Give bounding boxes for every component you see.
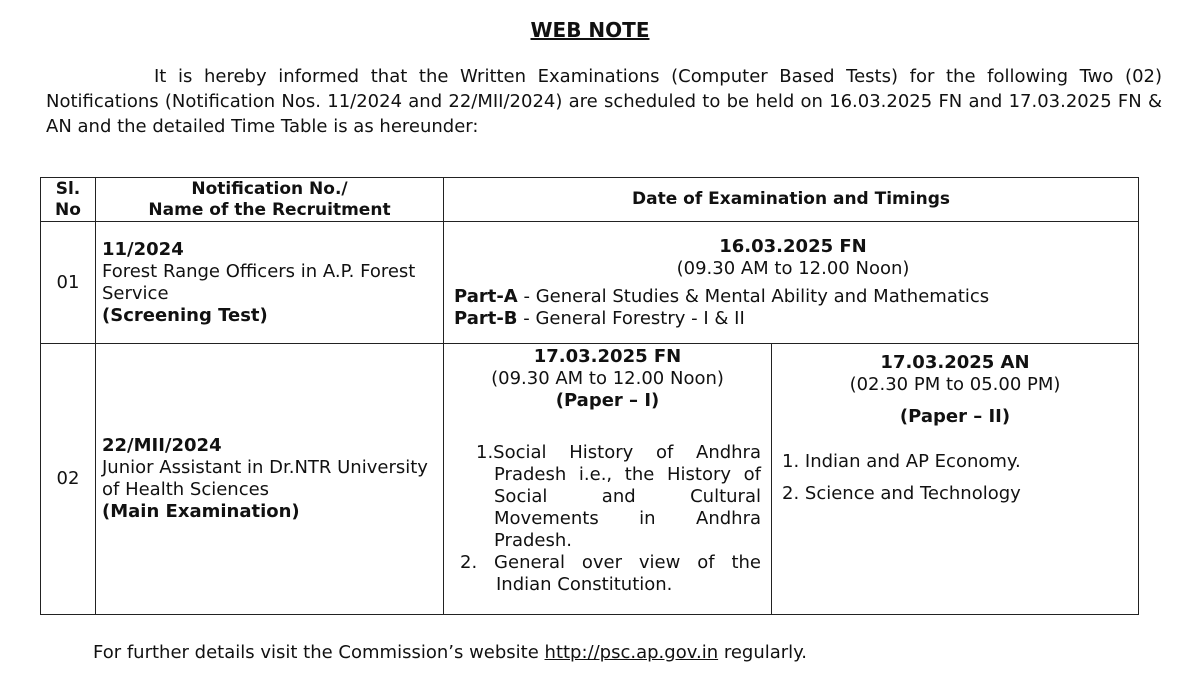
header-slno-line1: Sl. <box>55 178 81 199</box>
session-fn <box>444 344 772 615</box>
exam-timing: (09.30 AM to 12.00 Noon) <box>676 257 910 279</box>
row-slno: 02 <box>41 344 96 615</box>
website-link[interactable]: http://psc.ap.gov.in <box>544 642 719 663</box>
session-fn-date: 17.03.2025 FN <box>533 346 682 367</box>
header-date: Date of Examination and Timings <box>444 178 1139 222</box>
intro-paragraph <box>46 64 1162 139</box>
test-type: (Screening Test) <box>102 304 268 326</box>
topic-item: 1. Indian and AP Economy. <box>782 451 1021 472</box>
header-notification <box>96 178 444 222</box>
exam-date: 16.03.2025 FN <box>719 235 867 257</box>
table-header-row <box>41 178 1139 222</box>
part-a <box>454 286 1132 308</box>
session-fn-timing: (09.30 AM to 12.00 Noon) <box>491 368 724 389</box>
test-type: (Main Examination) <box>102 501 300 522</box>
header-slno <box>41 178 96 222</box>
exam-parts <box>454 286 1132 330</box>
part-a-text: - General Studies & Mental Ability and Mathematics <box>517 285 990 307</box>
header-notification-line1: Notification No./ <box>191 178 348 199</box>
notification-number: 22/MII/2024 <box>102 435 222 456</box>
part-a-label: Part-A <box>454 285 518 307</box>
recruitment-name: Junior Assistant in Dr.NTR University of Health Sciences <box>102 457 428 500</box>
header-notification-line2: Name of the Recruitment <box>148 199 391 220</box>
session-an-paper: (Paper – II) <box>899 406 1011 427</box>
header-slno-line2: No <box>55 199 81 220</box>
part-b-text: - General Forestry - I & II <box>517 307 745 329</box>
intro-text: It is hereby informed that the Written Examinations (Computer Based Tests) for the following Two (02) Notifications (Notification Nos. 11/2024 and 22/MII/2024) are scheduled to be held on 16.03.2025 FN and 17.03.2025 FN & AN and the detailed Time Table is as hereunder: <box>46 66 1162 137</box>
table-row <box>41 222 1139 344</box>
session-an-topics <box>778 446 1132 510</box>
recruitment-name: Forest Range Officers in A.P. Forest Service <box>102 260 416 304</box>
topic-item: 2. General over view of the Indian Constitution. <box>460 552 761 595</box>
row-notification <box>96 344 444 615</box>
session-fn-topics <box>450 442 765 596</box>
notification-number: 11/2024 <box>102 238 184 260</box>
session-an-timing: (02.30 PM to 05.00 PM) <box>849 374 1061 395</box>
session-fn-paper: (Paper – I) <box>555 390 660 411</box>
topic-item: 1.Social History of Andhra Pradesh i.e., the History of Social and Cultural Movements in Andhra Pradesh. <box>476 442 761 551</box>
topic-item: 2. Science and Technology <box>782 483 1021 504</box>
footer-prefix: For further details visit the Commission’s website <box>93 642 545 663</box>
table-row <box>41 344 1139 615</box>
session-an-date: 17.03.2025 AN <box>880 352 1030 373</box>
session-an <box>772 344 1139 615</box>
page-title: WEB NOTE <box>530 18 650 42</box>
footer-suffix: regularly. <box>718 642 807 663</box>
row-notification <box>96 222 444 344</box>
exam-timetable <box>40 177 1139 615</box>
footer-note <box>93 642 807 663</box>
spacer <box>778 396 1132 406</box>
row-slno: 01 <box>41 222 96 344</box>
part-b <box>454 308 1132 330</box>
row-exam-details <box>444 222 1139 344</box>
part-b-label: Part-B <box>454 307 518 329</box>
